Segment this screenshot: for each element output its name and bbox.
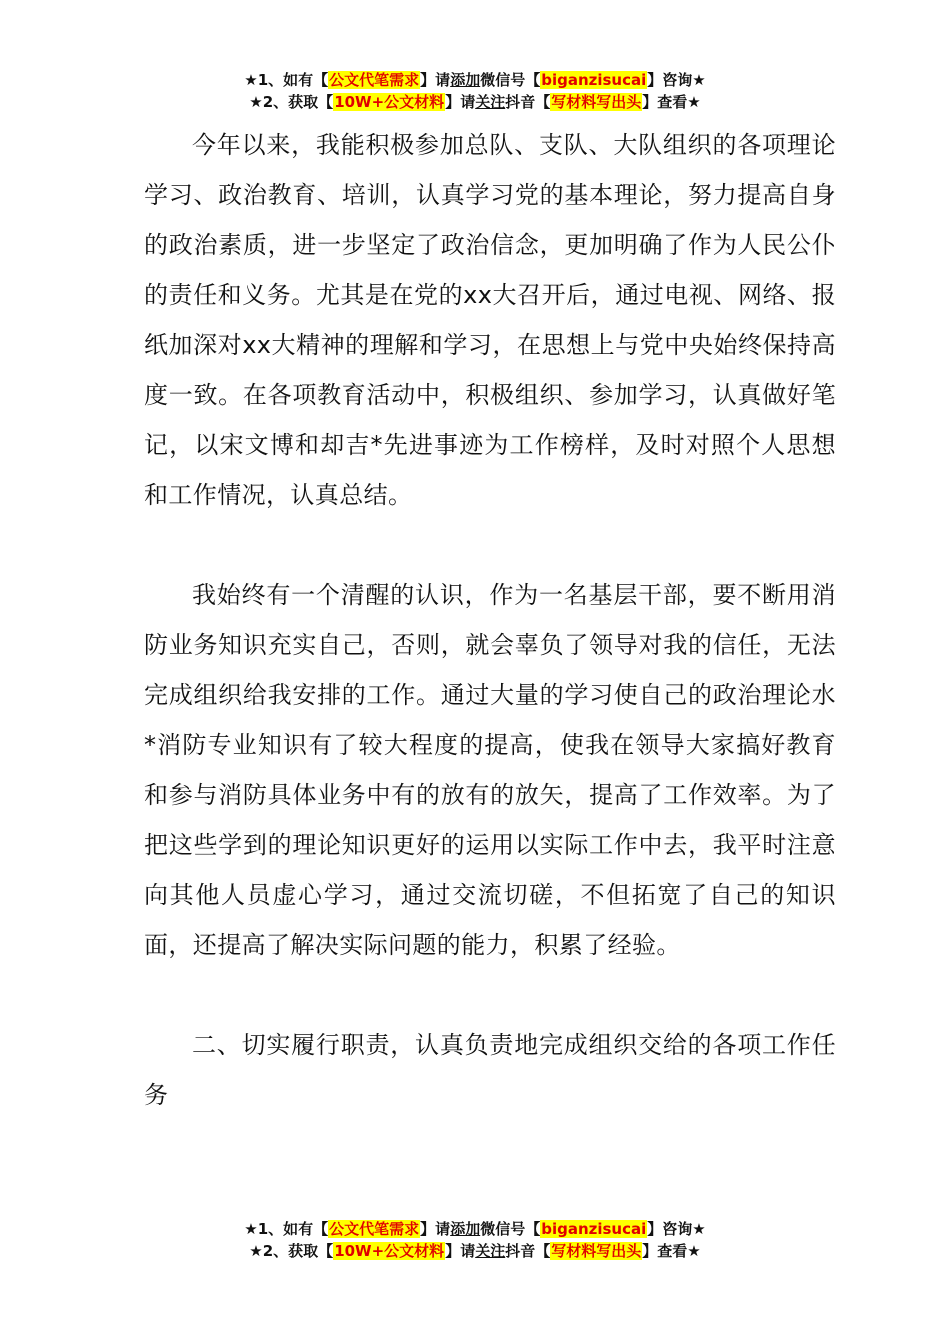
banner-text: 】请: [420, 1220, 451, 1238]
banner-text: ★2、获取【: [249, 93, 334, 111]
banner-text: 】请: [445, 93, 476, 111]
banner-text: 微信号【: [480, 71, 541, 89]
paragraph-1: 今年以来，我能积极参加总队、支队、大队组织的各项理论学习、政治教育、培训，认真学习党的基本理论，努力提高自身的政治素质，进一步坚定了政治信念，更加明确了作为人民公仆的责任和义务。尤其是在党的xx大召开后，通过电视、网络、报纸加深对xx大精神的理解和学习，在思想上与党中央始终保持高度一致。在各项教育活动中，积极组织、参加学习，认真做好笔记，以宋文博和却吉*先进事迹为工作榜样，及时对照个人思想和工作情况，认真总结。: [144, 131, 836, 509]
header-banner: [0, 69, 950, 113]
banner-highlight: 写材料写出头: [551, 1242, 642, 1260]
banner-highlight: 10W+公文材料: [334, 1242, 445, 1260]
banner-highlight: biganzisucai: [541, 71, 647, 89]
banner-underline: 关注: [475, 93, 506, 111]
banner-text: 】咨询★: [647, 71, 706, 89]
paragraph-2: 我始终有一个清醒的认识，作为一名基层干部，要不断用消防业务知识充实自己，否则，就会辜负了领导对我的信任，无法完成组织给我安排的工作。通过大量的学习使自己的政治理论水*消防专业知识有了较大程度的提高，使我在领导大家搞好教育和参与消防具体业务中有的放有的放矢，提高了工作效率。为了把这些学到的理论知识更好的运用以实际工作中去，我平时注意向其他人员虚心学习，通过交流切磋，不但拓宽了自己的知识面，还提高了解决实际问题的能力，积累了经验。: [144, 581, 836, 959]
banner-text: 】咨询★: [647, 1220, 706, 1238]
banner-highlight: 公文代笔需求: [329, 71, 420, 89]
banner-text: 】查看★: [642, 93, 701, 111]
footer-banner: [0, 1218, 950, 1262]
banner-text: 抖音【: [505, 93, 551, 111]
banner-underline: 关注: [475, 1242, 506, 1260]
banner-highlight: biganzisucai: [541, 1220, 647, 1238]
banner-text: 抖音【: [505, 1242, 551, 1260]
document-body: [144, 120, 836, 1120]
banner-text: 微信号【: [480, 1220, 541, 1238]
banner-text: 】请: [445, 1242, 476, 1260]
banner-line-2: [0, 91, 950, 113]
banner-text: 】查看★: [642, 1242, 701, 1260]
banner-highlight: 写材料写出头: [551, 93, 642, 111]
section-heading: 二、切实履行职责，认真负责地完成组织交给的各项工作任务: [144, 1031, 836, 1109]
banner-underline: 添加: [450, 1220, 481, 1238]
banner-line-1: [0, 1218, 950, 1240]
banner-line-2: [0, 1240, 950, 1262]
banner-highlight: 10W+公文材料: [334, 93, 445, 111]
banner-highlight: 公文代笔需求: [329, 1220, 420, 1238]
banner-text: ★1、如有【: [244, 71, 329, 89]
banner-text: ★1、如有【: [244, 1220, 329, 1238]
banner-text: 】请: [420, 71, 451, 89]
banner-text: ★2、获取【: [249, 1242, 334, 1260]
banner-underline: 添加: [450, 71, 481, 89]
banner-line-1: [0, 69, 950, 91]
